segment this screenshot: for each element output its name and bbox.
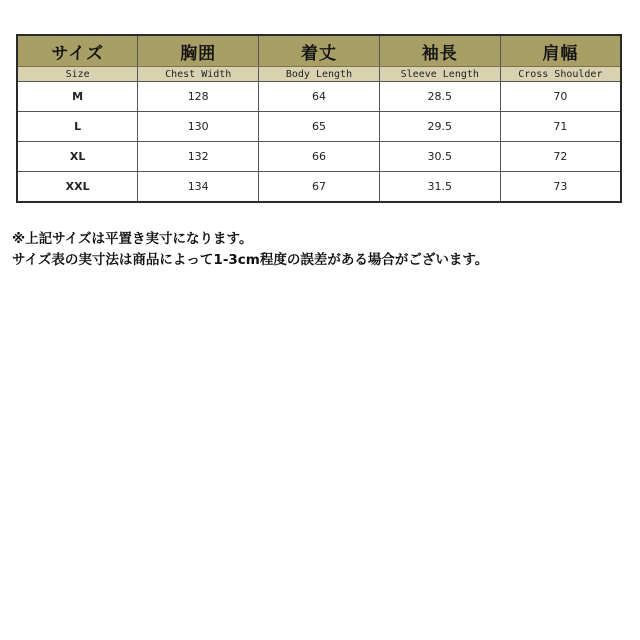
note-measurement-tolerance: サイズ表の実寸法は商品によって1-3cm程度の誤差がある場合がございます。 [12,252,489,268]
sleeve-cell: 28.5 [379,82,500,112]
length-cell: 67 [259,172,380,203]
size-cell: M [17,82,138,112]
size-cell: L [17,112,138,142]
shoulder-cell: 71 [500,112,621,142]
table-row [17,82,621,112]
note-flat-measurement: ※上記サイズは平置き実寸になります。 [12,231,253,247]
shoulder-cell: 70 [500,82,621,112]
header-shoulder-en: Cross Shoulder [500,67,621,82]
size-notes [12,229,632,271]
size-chart-table [16,34,622,203]
header-chest-ja: 胸囲 [138,35,259,67]
header-row-japanese [17,35,621,67]
size-cell: XXL [17,172,138,203]
table-row [17,172,621,203]
shoulder-cell: 73 [500,172,621,203]
header-sleeve-ja: 袖長 [379,35,500,67]
length-cell: 65 [259,112,380,142]
header-sleeve-en: Sleeve Length [379,67,500,82]
sleeve-cell: 29.5 [379,112,500,142]
shoulder-cell: 72 [500,142,621,172]
length-cell: 66 [259,142,380,172]
chest-cell: 128 [138,82,259,112]
header-length-ja: 着丈 [259,35,380,67]
header-row-english [17,67,621,82]
table-row [17,142,621,172]
length-cell: 64 [259,82,380,112]
size-cell: XL [17,142,138,172]
header-size-en: Size [17,67,138,82]
table-row [17,112,621,142]
header-size-ja: サイズ [17,35,138,67]
chest-cell: 130 [138,112,259,142]
header-shoulder-ja: 肩幅 [500,35,621,67]
sleeve-cell: 31.5 [379,172,500,203]
header-chest-en: Chest Width [138,67,259,82]
header-length-en: Body Length [259,67,380,82]
sleeve-cell: 30.5 [379,142,500,172]
chest-cell: 132 [138,142,259,172]
chest-cell: 134 [138,172,259,203]
